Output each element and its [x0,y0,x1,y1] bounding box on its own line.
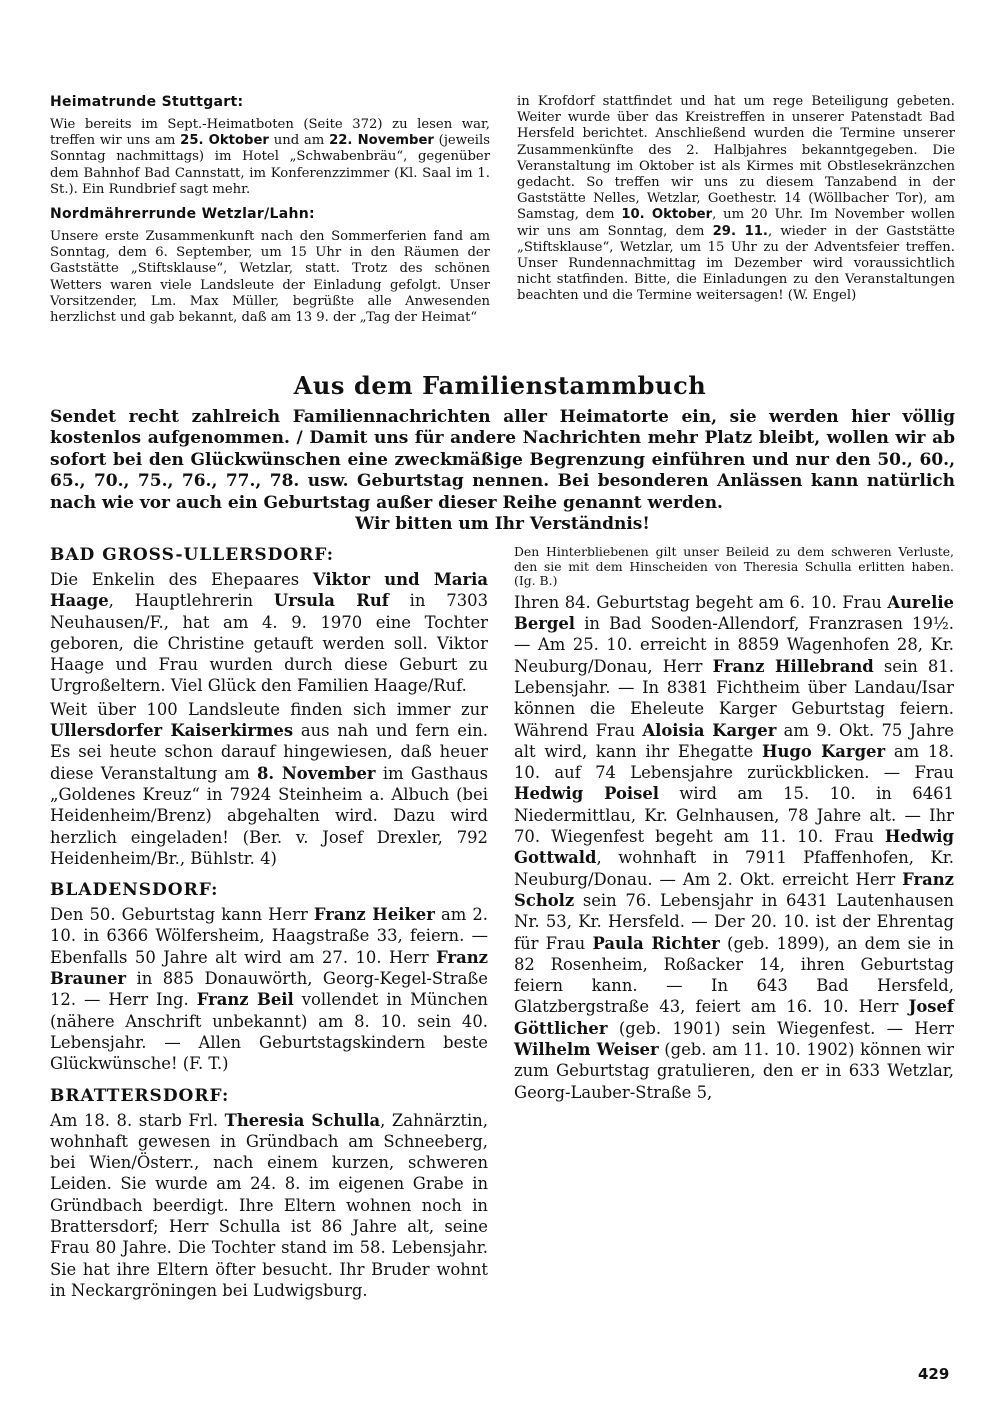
bladensdorf-heading: BLADENSDORF: [50,880,219,901]
stuttgart-heading: Heimatrunde Stuttgart: [50,94,244,110]
main-right-column [514,544,954,1105]
intro-notice [50,407,955,535]
gross-ullersdorf-kirmes-notice: Weit über 100 Landsleute finden sich immer zur Ullersdorfer Kaiserkirmes aus nah und fern ein. Es sei heute schon darauf hingewiesen, daß heuer diese Veranstaltung am 8. November im Gasthaus „Goldenes Kreuz“ in 7924 Steinheim a. Albuch (bei Heidenheim/Brenz) abgehalten wird. Dazu wird herzlich eingeladen! (Ber. v. Josef Drexler, 792 Heidenheim/Br., Bühlstr. 4) [50,699,488,868]
gross-ullersdorf-birth-notice: Die Enkelin des Ehepaares Viktor und Maria Haage, Hauptlehrerin Ursula Ruf in 7303 Neuhausen/F., hat am 4. 9. 1970 eine Tochter geboren, die Christine getauft werden soll. Viktor Haage und Frau wurden durch diese Geburt zu Urgroßeltern. Viel Glück den Familien Haage/Ruf. [50,570,489,696]
brattersdorf-birthdays: Ihren 84. Geburtstag begeht am 6. 10. Frau Aurelie Bergel in Bad Sooden-Allendorf, Franzrasen 19½. — Am 25. 10. erreicht in 8859 Wagenhofen 28, Kr. Neuburg/Donau, Herr Franz Hillebrand sein 81. Lebensjahr. — In 8381 Fichtheim über Landau/Isar können die Eheleute Karger Geburtstag feiern. Während Frau Aloisia Karger am 9. Okt. 75 Jahre alt wird, kann ihr Ehegatte Hugo Karger am 18. 10. auf 74 Lebensjahre zurückblicken. — Frau Hedwig Poisel wird am 15. 10. in 6461 Niedermittlau, Kr. Gelnhausen, 78 Jahre alt. — Ihr 70. Wiegenfest begeht am 11. 10. Frau Hedwig Gottwald, wohnhaft in 7911 Pfaffenhofen, Kr. Neuburg/Donau. — Am 2. Okt. erreicht Herr Franz Scholz sein 76. Lebensjahr in 6431 Lautenhausen Nr. 53, Kr. Hersfeld. — Der 20. 10. ist der Ehrentag für Frau Paula Richter (geb. 1899), an dem sie in 82 Rosenheim, Roßacker 14, ihren Geburtstag feiern kann. — In 643 Bad Hersfeld, Glatzbergstraße 43, feiert am 16. 10. Herr Josef Göttlicher (geb. 1901) sein Wiegenfest. — Herr Wilhelm Weiser (geb. am 11. 10. 1902) können wir zum Geburtstag gratulieren, den er in 633 Wetzlar, Georg-Lauber-Straße 5, [514,592,954,1102]
brattersdorf-heading: BRATTERSDORF: [50,1085,230,1106]
wetzlar-text-part2: in Krofdorf stattfindet und hat um rege Beteiligung gebeten. Weiter wurde über das Kreistreffen in unserer Patenstadt Bad Hersfeld berichtet. Anschließend wurden die Termine unserer Zusammenkünfte des 2. Halbjahres bekanntgegeben. Die Veranstaltung im Oktober ist als Kirmes mit Obstlesekränzchen gedacht. So treffen wir uns zu diesem Tanzabend in der Gaststätte Nelles, Wetzlar, Goethestr. 14 (Wöllbacher Tor), am Samstag, dem 10. Oktober, um 20 Uhr. Im November wollen wir uns am Sonntag, dem 29. 11., wieder in der Gaststätte „Stiftsklause“, Wetzlar, um 15 Uhr zu der Adventsfeier treffen. Unser Rundennachmittag im Dezember wird voraussichtlich nicht statfinden. Bitte, die Einladungen zu den Veranstaltungen beachten und die Termine weitersagen! (W. Engel) [517,94,955,304]
bladensdorf-birthdays: Den 50. Geburtstag kann Herr Franz Heiker am 2. 10. in 6366 Wölfersheim, Haagstraße 33, feiern. — Ebenfalls 50 Jahre alt wird am 27. 10. Herr Franz Brauner in 885 Donauwörth, Georg-Kegel-Straße 12. — Herr Ing. Franz Beil vollendet in München (nähere Anschrift unbekannt) am 8. 10. sein 40. Lebensjahr. — Allen Geburtstagskindern beste Glückwünsche! (F. T.) [50,905,488,1074]
gross-ullersdorf-heading: BAD GROSS-ULLERSDORF: [50,545,335,565]
stuttgart-text: Wie bereits im Sept.-Heimatboten (Seite 372) zu lesen war, treffen wir uns am 25. Oktober und am 22. November (jeweils Sonntag nachmittags) im Hotel „Schwabenbräu“, gegenüber dem Bahnhof Bad Cannstatt, im Konferenzzimmer (Kl. Saal im 1. St.). Ein Rundbrief sagt mehr. [50,117,491,197]
page-number: 429 [918,1365,950,1383]
brattersdorf-condolence: Den Hinterbliebenen gilt unser Beileid zu dem schweren Verluste, den sie mit dem Hinscheiden von Theresia Schulla erlitten haben. (Ig. B.) [514,544,954,589]
top-right-column [517,94,955,313]
top-left-column [50,94,490,334]
section-title: Aus dem Familienstammbuch [293,371,707,400]
intro-closing: Wir bitten um Ihr Verständnis! [355,514,650,535]
intro-text: Sendet recht zahlreich Familiennachrichten aller Heimatorte ein, sie werden hier völlig kostenlos aufgenommen. / Damit uns für andere Nachrichten mehr Platz bleibt, wollen wir ab sofort bei den Glückwünschen eine zweckmäßige Begrenzung einführen und nur den 50., 60., 65., 70., 75., 76., 77., 78. usw. Geburtstag nennen. Bei besonderen Anlässen kann natürlich nach wie vor auch ein Geburtstag außer dieser Reihe genannt werden. [50,407,955,513]
brattersdorf-obituary: Am 18. 8. starb Frl. Theresia Schulla, Zahnärztin, wohnhaft gewesen in Gründbach am Schneeberg, bei Wien/Österr., nach einem kurzen, schweren Leiden. Sie wurde am 24. 8. im eigenen Grabe in Gründbach beerdigt. Ihre Eltern wohnen noch in Brattersdorf; Herr Schulla ist 86 Jahre alt, seine Frau 80 Jahre. Die Tochter stand im 58. Lebensjahr. Sie hat ihre Eltern öfter besucht. Ihr Bruder wohnt in Neckargröningen bei Ludwigsburg. [50,1110,488,1300]
wetzlar-heading: Nordmährerrunde Wetzlar/Lahn: [50,206,315,223]
wetzlar-text-part1: Unsere erste Zusammenkunft nach den Sommerferien fand am Sonntag, dem 6. September, um 15 Uhr in den Räumen der Gaststätte „Stiftsklause“, Wetzlar, statt. Trotz des schönen Wetters waren viele Landsleute der Einladung gefolgt. Unser Vorsitzender, Lm. Max Müller, begrüßte alle Anwesenden herzlichst und gab bekannt, daß am 13 9. der „Tag der Heimat“ [50,229,490,326]
main-left-column [50,544,488,1303]
